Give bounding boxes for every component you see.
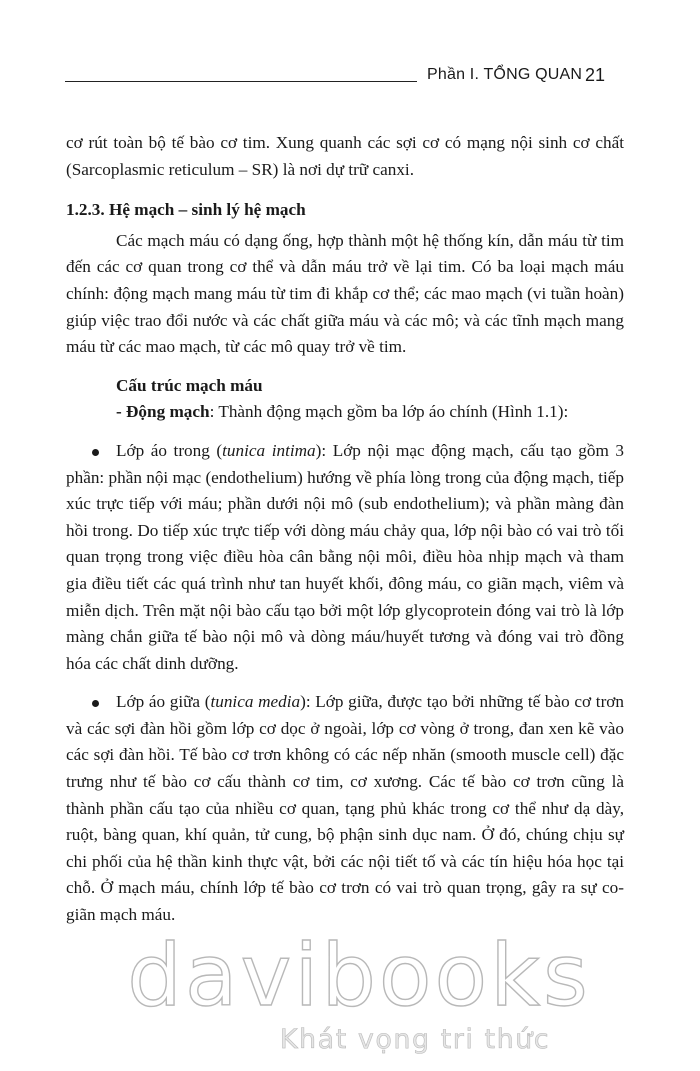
bullet-item-tunica-intima (66, 438, 624, 677)
artery-label: - Động mạch (116, 402, 210, 422)
watermark-brand: davibooks (127, 926, 591, 1026)
page-number: 21 (584, 65, 605, 85)
paragraph-continuation: cơ rút toàn bộ tế bào cơ tim. Xung quanh các sợi cơ có mạng nội sinh cơ chất (Sarcoplasmic reticulum – SR) là nơi dự trữ canxi. (66, 133, 624, 179)
text-body (66, 130, 624, 941)
artery-line (66, 399, 624, 426)
bullet-item-tunica-media (66, 689, 624, 928)
bullet2-term: tunica media (210, 692, 301, 712)
watermark (0, 926, 700, 1055)
running-section-title: Phần I. TỔNG QUAN (427, 66, 583, 83)
artery-text: : Thành động mạch gồm ba lớp áo chính (Hình 1.1): (209, 402, 569, 422)
bullet2-lead: Lớp áo giữa ( (116, 692, 211, 712)
header-rule (65, 81, 417, 82)
bullet1-lead: Lớp áo trong ( (116, 440, 223, 460)
watermark-tagline: Khát vọng tri thức (279, 1024, 551, 1055)
paragraph-intro: Các mạch máu có dạng ống, hợp thành một hệ thống kín, dẫn máu từ tim đến các cơ quan trong cơ thể và dẫn máu trở về lại tim. Có ba loại mạch máu chính: động mạch mang máu từ tim đi khắp cơ thể; các mao mạch (vi tuần hoàn) giúp việc trao đổi nước và các chất giữa máu và các mô; và các tĩnh mạch mang máu từ các mao mạch, từ các mô quay trở về tim. (66, 230, 624, 357)
bullet2-text: ): Lớp giữa, được tạo bởi những tế bào cơ trơn và các sợi đàn hồi gồm lớp cơ dọc ở ngoài, lớp cơ vòng ở trong, đan xen kẽ vào các sợi đàn hồi. Tế bào cơ trơn không có các nếp nhăn (smooth muscle cell) đặc trưng như tế bào cơ cấu thành cơ tim, cơ xương. Các tế bào cơ trơn cũng là thành phần cấu tạo của nhiều cơ quan, tạng phủ khác trong cơ thể như dạ dày, ruột, bàng quan, khí quản, tử cung, bộ phận sinh dục nam. Ở đó, chúng chịu sự chi phối của hệ thần kinh thực vật, bởi các nội tiết tố và các tín hiệu hóa học tại chỗ. Ở mạch máu, chính lớp tế bào cơ trơn có vai trò quan trọng, gây ra sự co-giãn mạch máu. (66, 692, 624, 925)
bullet1-term: tunica intima (222, 440, 316, 460)
bullet-icon (92, 449, 99, 456)
section-heading: 1.2.3. Hệ mạch – sinh lý hệ mạch (66, 200, 306, 220)
subheading: Cấu trúc mạch máu (116, 375, 263, 395)
page-header (65, 62, 605, 90)
bullet-icon (92, 700, 99, 707)
bullet1-text: ): Lớp nội mạc động mạch, cấu tạo gồm 3 phần: phần nội mạc (endothelium) hướng về phía lòng trong của động mạch, tiếp xúc trực tiếp với máu; phần dưới nội mô (sub endothelium); và phần màng đàn hồi trong. Do tiếp xúc trực tiếp với dòng máu chảy qua, lớp nội bào có vai trò tối quan trọng trong việc điều hòa cân bằng nội môi, điều hòa nhịp mạch và tham gia điều tiết các quá trình như tan huyết khối, đông máu, co giãn mạch, viêm và miễn dịch. Trên mặt nội bào cấu tạo bởi một lớp glycoprotein đóng vai trò là lớp màng chắn giữa tế bào nội mô và dòng máu/huyết tương và đóng vai trò đồng hóa các chất dinh dưỡng. (66, 440, 624, 673)
